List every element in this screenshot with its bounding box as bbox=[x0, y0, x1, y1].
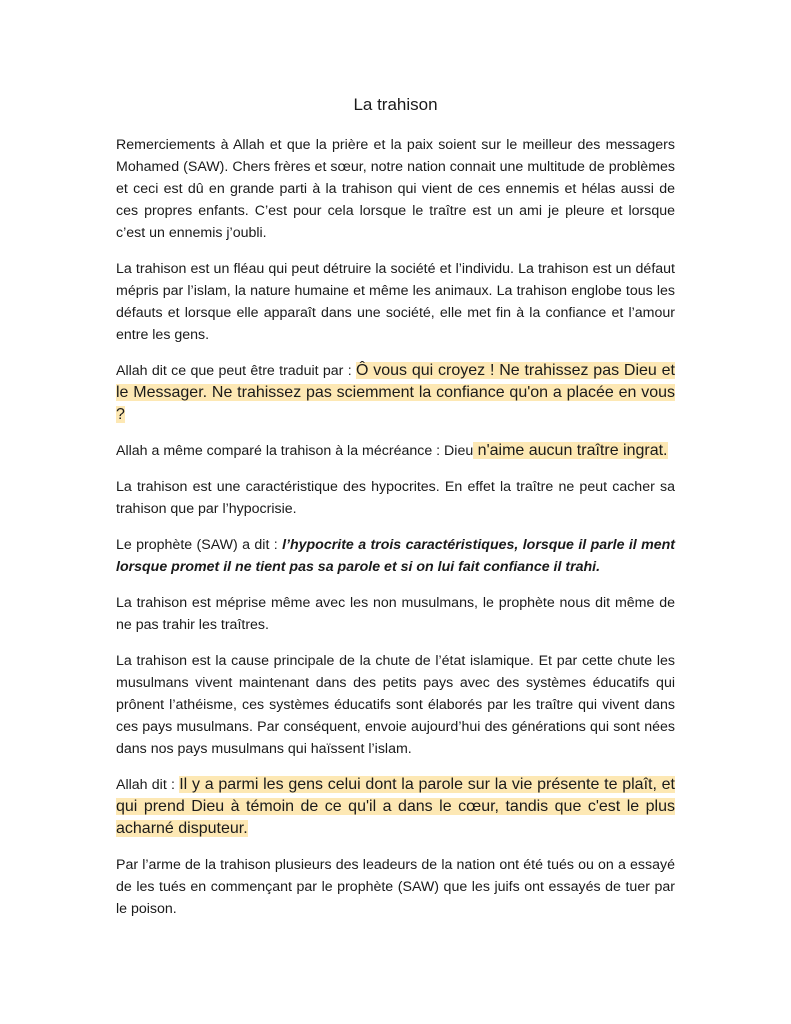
paragraph-non-musulmans: La trahison est méprise même avec les non musulmans, le prophète nous dit même de ne pas trahir les traîtres. bbox=[116, 595, 675, 633]
paragraph-hadith bbox=[116, 534, 675, 578]
paragraph-hypocrites: La trahison est une caractéristique des hypocrites. En effet la traître ne peut cacher sa trahison que par l’hypocrisie. bbox=[116, 479, 675, 517]
hadith-text: l’hypocrite a trois caractéristiques, lorsque il parle il ment lorsque promet il ne tient pas sa parole et si on lui fait confiance il trahi. bbox=[116, 537, 676, 575]
quote-intro-text: Allah dit ce que peut être traduit par : bbox=[116, 363, 356, 379]
paragraph-leaders: Par l’arme de la trahison plusieurs des leadeurs de la nation ont été tués ou on a essayé de les tués en commençant par le prophète (SAW) que les juifs ont essayés de tuer par le poison. bbox=[116, 857, 675, 917]
paragraph-quran-quote-2 bbox=[116, 440, 675, 462]
paragraph-chute: La trahison est la cause principale de la chute de l’état islamique. Et par cette chute les musulmans vivent maintenant dans des petits pays avec des systèmes éducatifs qui prônent l’athéisme, ces systèmes éducatifs sont élaborés par les traître qui vivent dans ces pays musulmans. Par conséquent, envoie aujourd’hui des générations qui sont nées dans nos pays musulmans qui haïssent l’islam. bbox=[116, 653, 675, 757]
document-page bbox=[116, 94, 675, 934]
highlighted-verse: Il y a parmi les gens celui dont la parole sur la vie présente te plaît, et qui prend Dieu à témoin de ce qu'il a dans le cœur, tandis que c'est le plus acharné disputeur. bbox=[116, 776, 675, 837]
paragraph-quran-quote-3 bbox=[116, 774, 675, 840]
paragraph-quran-quote-1 bbox=[116, 360, 675, 426]
quote-intro-text: Allah a même comparé la trahison à la mécréance : Dieu bbox=[116, 443, 474, 459]
highlighted-verse: Ô vous qui croyez ! Ne trahissez pas Dieu et le Messager. Ne trahissez pas sciemment la confiance qu'on a placée en vous ? bbox=[116, 362, 675, 423]
paragraph-intro: Remerciements à Allah et que la prière et la paix soient sur le meilleur des messagers Mohamed (SAW). Chers frères et sœur, notre nation connait une multitude de problèmes et ceci est dû en grande parti à la trahison qui vient de ces ennemis et hélas aussi de ces propres enfants. C’est pour cela lorsque le traître est un ami je pleure et lorsque c’est un ennemis j’oubli. bbox=[116, 137, 675, 241]
paragraph-fleau: La trahison est un fléau qui peut détruire la société et l’individu. La trahison est un défaut mépris par l’islam, la nature humaine et même les animaux. La trahison englobe tous les défauts et lorsque elle apparaît dans une société, elle met fin à la confiance et l’amour entre les gens. bbox=[116, 261, 675, 343]
hadith-intro-text: Le prophète (SAW) a dit : bbox=[116, 537, 283, 553]
highlighted-verse: n'aime aucun traître ingrat. bbox=[473, 442, 668, 459]
document-title: La trahison bbox=[353, 95, 438, 114]
quote-intro-text: Allah dit : bbox=[116, 777, 180, 793]
